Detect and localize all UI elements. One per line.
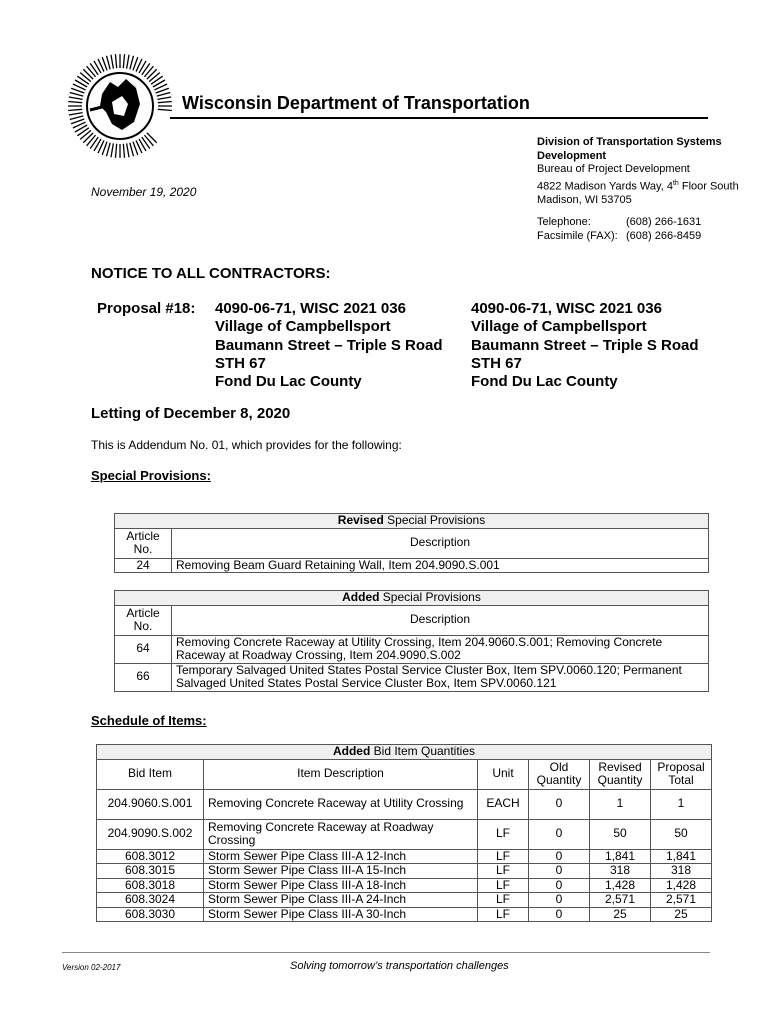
col-header-revised-quantity: Revised Quantity: [590, 759, 651, 789]
article-cell: 64: [115, 635, 172, 663]
logo-ray: [111, 55, 113, 69]
logo-ray: [83, 133, 93, 143]
proposal-total-cell: 2,571: [651, 893, 712, 908]
col-header-description: Description: [172, 528, 709, 558]
special-provisions-heading: Special Provisions:: [91, 468, 211, 483]
article-cell: 66: [115, 663, 172, 691]
added-provisions-table: [114, 590, 709, 692]
revised-quantity-cell: 1,428: [590, 878, 651, 893]
logo-ray: [149, 73, 160, 82]
logo-ray: [147, 133, 157, 143]
article-cell: 24: [115, 558, 172, 573]
bid-item-cell: 608.3024: [97, 893, 204, 908]
old-quantity-cell: 0: [529, 819, 590, 849]
old-quantity-cell: 0: [529, 849, 590, 864]
proposal-total-cell: 1,841: [651, 849, 712, 864]
logo-ray: [69, 113, 83, 115]
unit-cell: LF: [478, 849, 529, 864]
logo-ray: [83, 69, 93, 79]
bureau: Bureau of Project Development: [537, 163, 690, 175]
revised-quantity-cell: 1,841: [590, 849, 651, 864]
division-line2: Development: [537, 149, 607, 162]
project-info-left: [215, 300, 443, 391]
notice-date: November 19, 2020: [91, 185, 197, 199]
logo-ray: [107, 56, 111, 70]
contact-block: [537, 215, 701, 243]
old-quantity-cell: 0: [529, 907, 590, 922]
proposal-total-cell: 1,428: [651, 878, 712, 893]
bid-item-cell: 608.3015: [97, 864, 204, 879]
table-caption: [97, 745, 712, 760]
project-line: Fond Du Lac County: [471, 373, 618, 391]
project-line: Baumann Street – Triple S Road: [215, 336, 443, 354]
logo-ray: [115, 54, 116, 68]
col-header-article: Article No.: [115, 605, 172, 635]
logo-ray: [70, 93, 84, 97]
proposal-total-cell: 318: [651, 864, 712, 879]
item-description-cell: Storm Sewer Pipe Class III-A 15-Inch: [204, 864, 478, 879]
logo-ray: [157, 97, 171, 99]
unit-cell: LF: [478, 907, 529, 922]
col-header-bid-item: Bid Item: [97, 759, 204, 789]
logo-ray: [158, 101, 172, 102]
project-info-right: [471, 300, 699, 391]
phone-label: Telephone:: [537, 216, 591, 228]
logo-ray: [144, 135, 153, 146]
logo-ray: [111, 143, 113, 157]
logo-ray: [158, 109, 172, 110]
street-address: [537, 177, 762, 194]
logo-ray: [127, 143, 129, 157]
unit-cell: LF: [478, 864, 529, 879]
revised-quantity-cell: 25: [590, 907, 651, 922]
bid-item-cell: 204.9090.S.002: [97, 819, 204, 849]
bid-items-table: [96, 744, 712, 922]
revised-quantity-cell: 50: [590, 819, 651, 849]
table-caption: [115, 591, 709, 606]
old-quantity-cell: 0: [529, 864, 590, 879]
revised-quantity-cell: 1: [590, 789, 651, 819]
old-quantity-cell: 0: [529, 893, 590, 908]
item-description-cell: Storm Sewer Pipe Class III-A 18-Inch: [204, 878, 478, 893]
col-header-article: Article No.: [115, 528, 172, 558]
caption-rest: Special Provisions: [379, 590, 481, 604]
unit-cell: LF: [478, 878, 529, 893]
logo-ray: [123, 54, 124, 68]
revised-quantity-cell: 318: [590, 864, 651, 879]
caption-rest: Bid Item Quantities: [370, 744, 476, 758]
logo-ray: [130, 56, 134, 70]
col-header-description: Description: [172, 605, 709, 635]
bid-item-cell: 608.3018: [97, 878, 204, 893]
project-line: STH 67: [215, 354, 266, 372]
unit-cell: LF: [478, 893, 529, 908]
logo-ray: [107, 143, 111, 157]
project-line: Baumann Street – Triple S Road: [471, 336, 699, 354]
logo-ray: [127, 55, 129, 69]
old-quantity-cell: 0: [529, 878, 590, 893]
caption-bold: Revised: [337, 513, 384, 527]
agency-title: Wisconsin Department of Transportation: [182, 93, 530, 113]
table-caption: [115, 514, 709, 529]
logo-ray: [87, 66, 96, 77]
wisdot-logo-icon: [66, 52, 174, 160]
item-description-cell: Storm Sewer Pipe Class III-A 24-Inch: [204, 893, 478, 908]
col-header-proposal-total: Proposal Total: [651, 759, 712, 789]
project-line: Village of Campbellsport: [471, 318, 647, 336]
logo-ray: [144, 66, 153, 77]
project-line: Fond Du Lac County: [215, 373, 362, 391]
col-header-item-description: Item Description: [204, 759, 478, 789]
bid-item-cell: 608.3030: [97, 907, 204, 922]
col-header-old-quantity: Old Quantity: [529, 759, 590, 789]
item-description-cell: Storm Sewer Pipe Class III-A 12-Inch: [204, 849, 478, 864]
logo-ray: [70, 116, 84, 120]
description-cell: Removing Beam Guard Retaining Wall, Item 204.9090.S.001: [172, 558, 709, 573]
phone-number: (608) 266-1631: [626, 216, 702, 228]
description-cell: Temporary Salvaged United States Postal Service Cluster Box, Item SPV.0060.120; Permanent Salvaged United States Postal Service Cluster Box, Item SPV.0060.121: [172, 663, 709, 691]
address-pre: 4822 Madison Yards Way, 4: [537, 180, 673, 193]
version-label: Version 02-2017: [62, 963, 121, 972]
caption-bold: Added: [332, 744, 371, 758]
proposal-label: Proposal #18:: [97, 300, 196, 317]
col-header-unit: Unit: [478, 759, 529, 789]
fax-label: Facsimile (FAX):: [537, 230, 618, 242]
logo-ray: [130, 143, 134, 157]
project-line: STH 67: [471, 354, 522, 372]
letting-date: Letting of December 8, 2020: [91, 405, 291, 422]
logo-ray: [123, 144, 124, 158]
bid-item-cell: 608.3012: [97, 849, 204, 864]
address-sup: th: [672, 179, 679, 187]
schedule-heading: Schedule of Items:: [91, 713, 207, 728]
logo-ray: [157, 93, 171, 97]
proposal-total-cell: 50: [651, 819, 712, 849]
logo-ray: [69, 97, 83, 99]
item-description-cell: Removing Concrete Raceway at Utility Crossing: [204, 789, 478, 819]
revised-provisions-table: [114, 513, 709, 573]
logo-ray: [68, 109, 82, 110]
footer-rule: [62, 952, 710, 953]
logo-ray: [115, 144, 116, 158]
footer-tagline: Solving tomorrow’s transportation challenges: [290, 960, 509, 972]
division-address: [537, 136, 762, 207]
unit-cell: EACH: [478, 789, 529, 819]
fax-number: (608) 266-8459: [626, 230, 702, 242]
city: Madison, WI 53705: [537, 193, 632, 206]
project-line: 4090-06-71, WISC 2021 036: [471, 300, 662, 317]
logo-ray: [87, 135, 96, 146]
notice-title: NOTICE TO ALL CONTRACTORS:: [91, 265, 331, 282]
logo-ray: [68, 101, 82, 102]
logo-ray: [80, 130, 91, 139]
old-quantity-cell: 0: [529, 789, 590, 819]
caption-bold: Added: [342, 590, 380, 604]
address-post: Floor South: [678, 180, 739, 193]
project-line: Village of Campbellsport: [215, 318, 391, 336]
logo-ray: [80, 73, 91, 82]
bid-item-cell: 204.9060.S.001: [97, 789, 204, 819]
division-line1: Division of Transportation Systems: [537, 136, 722, 148]
addendum-intro: This is Addendum No. 01, which provides for the following:: [91, 438, 402, 452]
item-description-cell: Removing Concrete Raceway at Roadway Crossing: [204, 819, 478, 849]
project-line: 4090-06-71, WISC 2021 036: [215, 300, 406, 317]
item-description-cell: Storm Sewer Pipe Class III-A 30-Inch: [204, 907, 478, 922]
header-rule: [170, 117, 708, 119]
proposal-total-cell: 25: [651, 907, 712, 922]
caption-rest: Special Provisions: [383, 513, 486, 527]
revised-quantity-cell: 2,571: [590, 893, 651, 908]
unit-cell: LF: [478, 819, 529, 849]
description-cell: Removing Concrete Raceway at Utility Crossing, Item 204.9060.S.001; Removing Concrete Raceway at Roadway Crossing, Item 204.9090.S.002: [172, 635, 709, 663]
logo-ray: [147, 69, 157, 79]
proposal-total-cell: 1: [651, 789, 712, 819]
